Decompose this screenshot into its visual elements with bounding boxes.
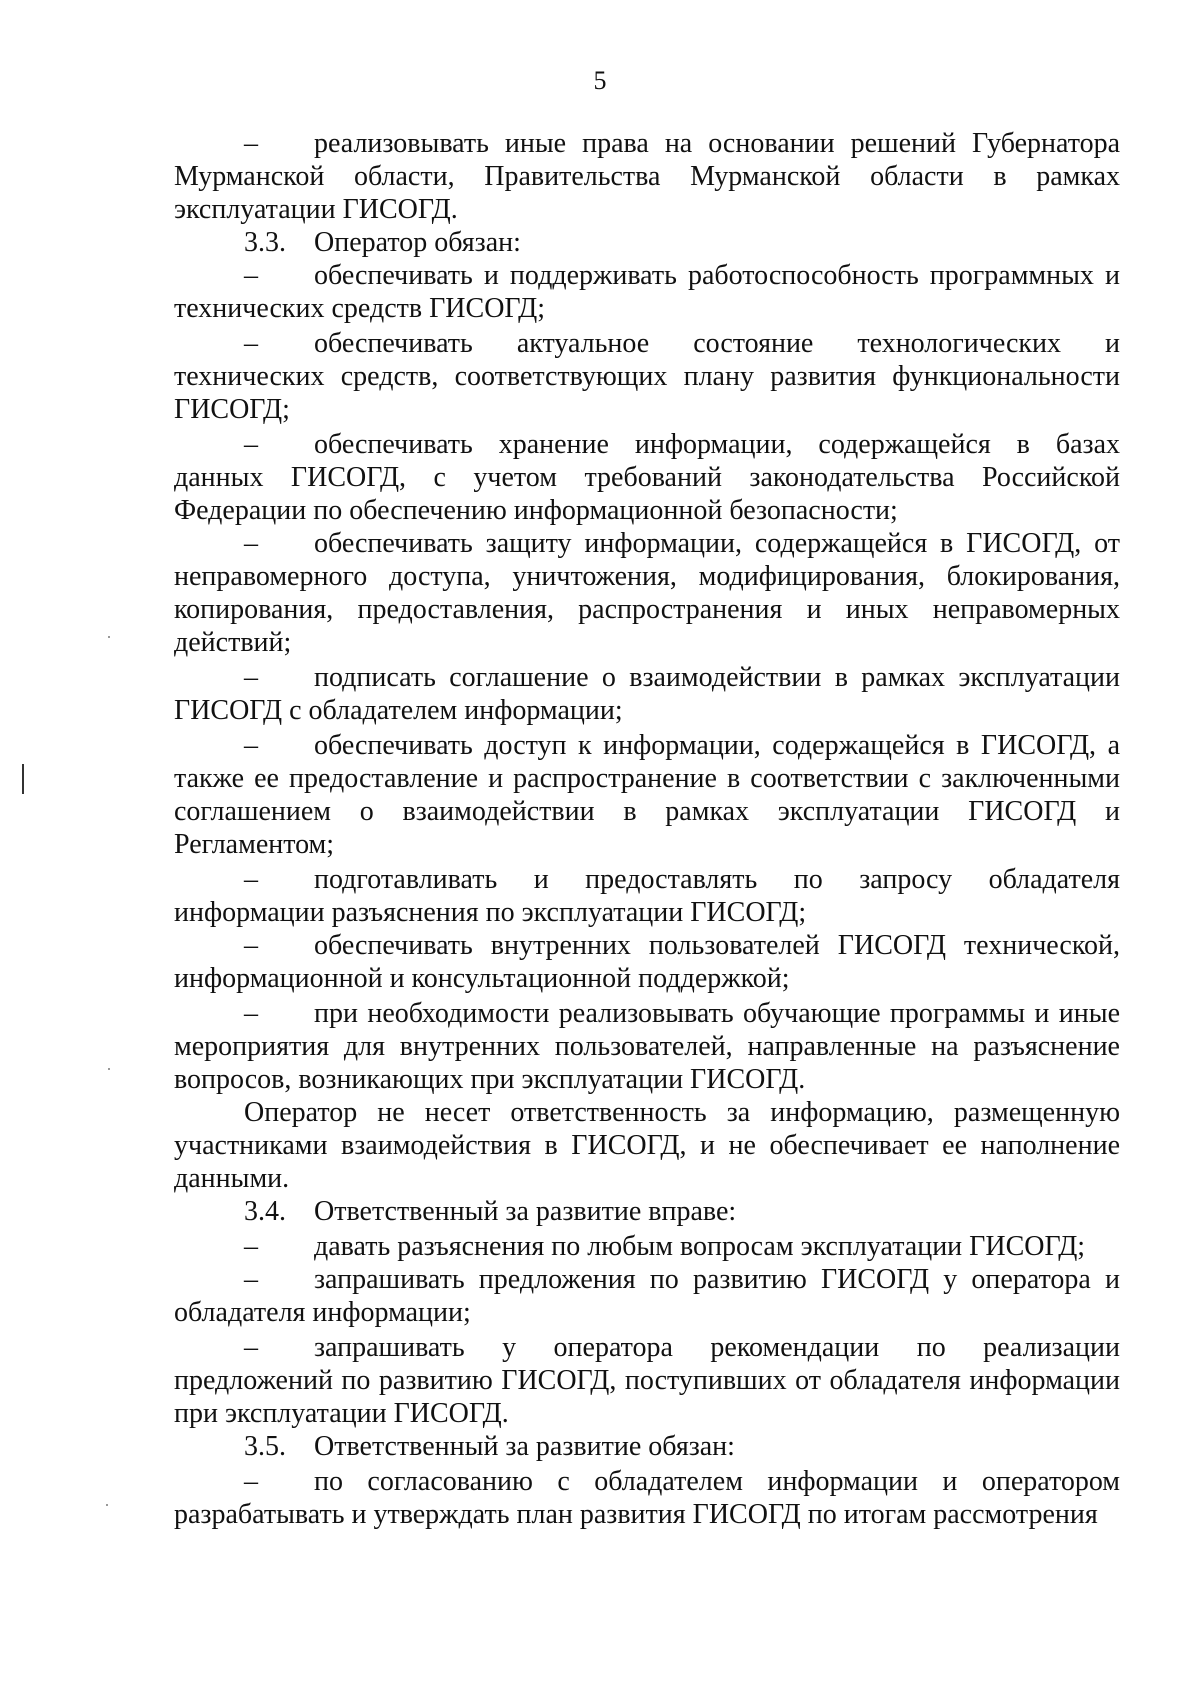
- scan-artifact: [106, 1504, 108, 1506]
- paragraph: [174, 863, 1120, 929]
- paragraph-text: обеспечивать и поддерживать работоспособность программных и технических средств ГИСОГД;: [174, 260, 1120, 324]
- paragraph-text: подготавливать и предоставлять по запросу обладателя информации разъяснения по эксплуатации ГИСОГД;: [174, 864, 1120, 928]
- list-dash: –: [244, 998, 258, 1029]
- section-heading: [174, 1430, 1120, 1463]
- section-heading: [174, 1195, 1120, 1228]
- paragraph-text: запрашивать у оператора рекомендации по реализации предложений по развитию ГИСОГД, поступивших от обладателя информации при эксплуатации ГИСОГД.: [174, 1332, 1120, 1429]
- paragraph: [174, 929, 1120, 995]
- paragraph: [174, 259, 1120, 325]
- paragraph-text: Оператор не несет ответственность за информацию, размещенную участниками взаимодействия в ГИСОГД, и не обеспечивает ее наполнение данными.: [174, 1097, 1120, 1194]
- list-dash: –: [244, 864, 258, 895]
- section-number: 3.3.: [244, 227, 286, 258]
- document-body: [174, 127, 1120, 1531]
- paragraph-text: запрашивать предложения по развитию ГИСОГД у оператора и обладателя информации;: [174, 1264, 1120, 1328]
- paragraph: [174, 661, 1120, 727]
- list-dash: –: [244, 260, 258, 291]
- paragraph-text: Оператор обязан:: [314, 227, 521, 258]
- section-heading: [174, 226, 1120, 259]
- paragraph: [174, 428, 1120, 527]
- paragraph-text: обеспечивать доступ к информации, содержащейся в ГИСОГД, а также ее предоставление и распространение в соответствии с заключенными соглашением о взаимодействии в рамках эксплуатации ГИСОГД и Регламентом;: [174, 730, 1120, 860]
- list-dash: –: [244, 1264, 258, 1295]
- paragraph-text: обеспечивать внутренних пользователей ГИСОГД технической, информационной и консультационной поддержкой;: [174, 930, 1120, 994]
- paragraph-text: обеспечивать защиту информации, содержащейся в ГИСОГД, от неправомерного доступа, уничтожения, модифицирования, блокирования, копирования, предоставления, распространения и иных неправомерных действий;: [174, 528, 1120, 658]
- scan-artifact: [22, 764, 24, 794]
- paragraph-text: Ответственный за развитие обязан:: [314, 1431, 735, 1462]
- list-dash: –: [244, 662, 258, 693]
- list-dash: –: [244, 1332, 258, 1363]
- section-number: 3.5.: [244, 1431, 286, 1462]
- paragraph-text: реализовывать иные права на основании решений Губернатора Мурманской области, Правительства Мурманской области в рамках эксплуатации ГИСОГД.: [174, 128, 1120, 225]
- list-dash: –: [244, 429, 258, 460]
- list-dash: –: [244, 328, 258, 359]
- paragraph: [174, 527, 1120, 659]
- paragraph: [174, 127, 1120, 226]
- paragraph: [174, 1331, 1120, 1430]
- paragraph: [174, 997, 1120, 1096]
- page-number: 5: [593, 66, 607, 95]
- paragraph: [174, 1096, 1120, 1195]
- paragraph: [174, 1263, 1120, 1329]
- paragraph: [174, 1465, 1120, 1531]
- paragraph-text: Ответственный за развитие вправе:: [314, 1196, 737, 1227]
- scan-artifact: [108, 1068, 110, 1070]
- list-dash: –: [244, 1231, 258, 1262]
- paragraph-text: обеспечивать актуальное состояние технологических и технических средств, соответствующих плану развития функциональности ГИСОГД;: [174, 328, 1120, 425]
- paragraph-text: по согласованию с обладателем информации и оператором разрабатывать и утверждать план развития ГИСОГД по итогам рассмотрения: [174, 1466, 1120, 1530]
- paragraph-text: обеспечивать хранение информации, содержащейся в базах данных ГИСОГД, с учетом требований законодательства Российской Федерации по обеспечению информационной безопасности;: [174, 429, 1120, 526]
- section-number: 3.4.: [244, 1196, 286, 1227]
- paragraph: [174, 729, 1120, 861]
- paragraph: [174, 1230, 1120, 1263]
- paragraph-text: давать разъяснения по любым вопросам эксплуатации ГИСОГД;: [314, 1231, 1086, 1262]
- list-dash: –: [244, 730, 258, 761]
- list-dash: –: [244, 128, 258, 159]
- list-dash: –: [244, 930, 258, 961]
- paragraph-text: подписать соглашение о взаимодействии в рамках эксплуатации ГИСОГД с обладателем информации;: [174, 662, 1120, 726]
- scan-artifact: [108, 636, 110, 638]
- paragraph: [174, 327, 1120, 426]
- list-dash: –: [244, 528, 258, 559]
- list-dash: –: [244, 1466, 258, 1497]
- paragraph-text: при необходимости реализовывать обучающие программы и иные мероприятия для внутренних пользователей, направленные на разъяснение вопросов, возникающих при эксплуатации ГИСОГД.: [174, 998, 1120, 1095]
